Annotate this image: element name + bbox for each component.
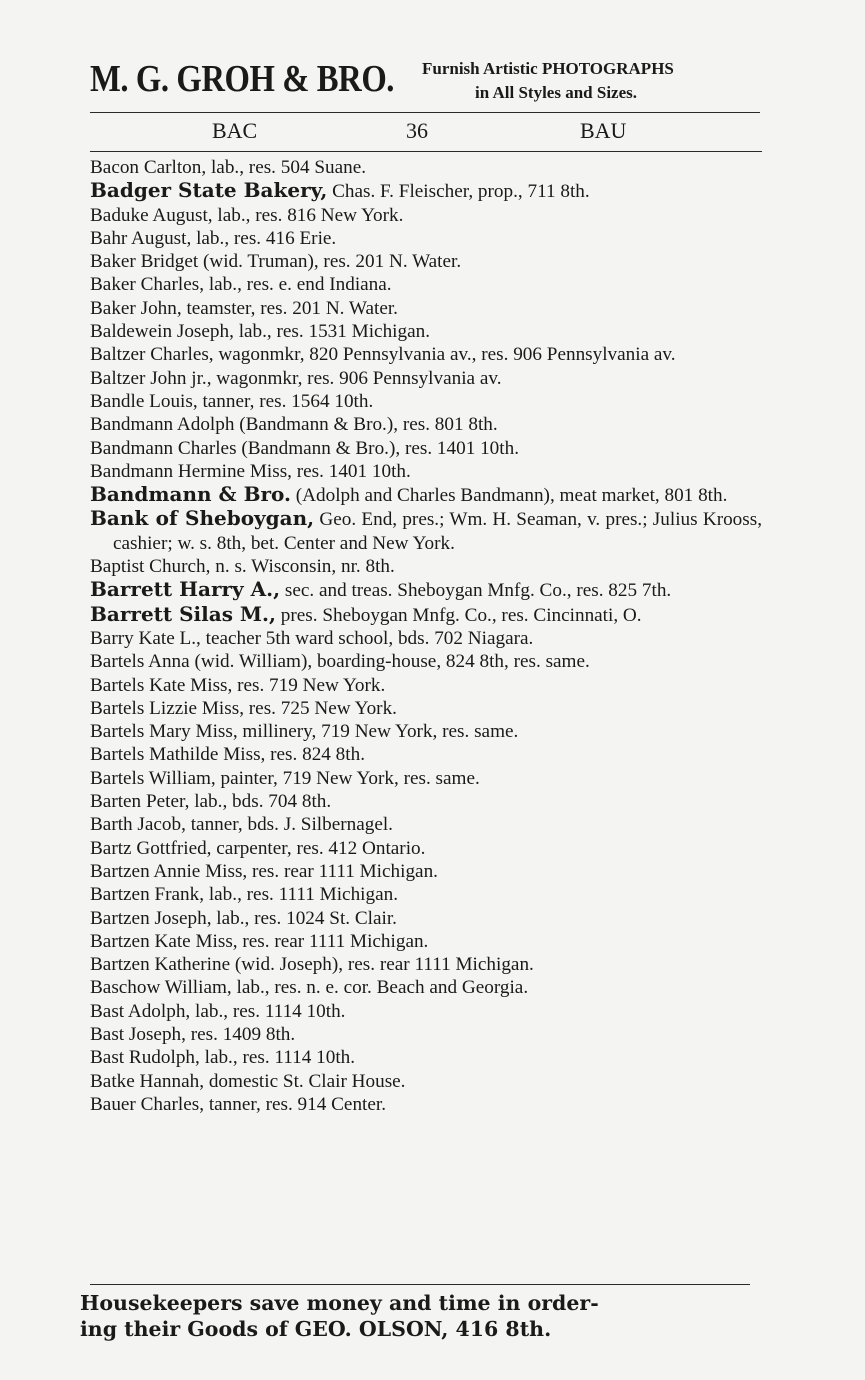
- entry-name: Bandle Louis,: [90, 390, 198, 412]
- directory-entry: [90, 390, 762, 413]
- entry-name: Bahr August,: [90, 227, 192, 249]
- directory-entry: [90, 907, 762, 930]
- entry-details: painter, 719 New York, res. same.: [215, 767, 480, 789]
- entry-details: tanner, res. 914 Center.: [204, 1093, 387, 1115]
- entry-details: lab., res. 1531 Michigan.: [233, 321, 430, 343]
- directory-entry: [90, 860, 762, 883]
- directory-entry: [90, 837, 762, 860]
- header-rule: [90, 112, 760, 113]
- directory-entry: [90, 343, 762, 366]
- entry-details: (Bandmann & Bro.), res. 801 8th.: [234, 414, 498, 436]
- entry-name: Baltzer Charles,: [90, 344, 214, 366]
- directory-entry: [90, 650, 762, 673]
- directory-entry: [90, 953, 762, 976]
- footer-rule: [90, 1284, 750, 1285]
- entry-name: Baker John,: [90, 297, 182, 319]
- entry-name: Baduke August,: [90, 204, 213, 226]
- entry-details: pres. Sheboygan Mnfg. Co., res. Cincinnati, O.: [276, 604, 642, 626]
- entry-details: Chas. F. Fleischer, prop., 711 8th.: [327, 181, 590, 203]
- ad-tagline-line1: Furnish Artistic PHOTOGRAPHS: [422, 59, 674, 78]
- entry-name: Baker Bridget: [90, 251, 199, 273]
- entry-name: Bartels William,: [90, 767, 216, 789]
- entry-details: Geo. End, pres.; Wm. H. Seaman, v. pres.; Julius Krooss, cashier; w. s. 8th, bet. Center and New York.: [113, 509, 762, 554]
- directory-entry: [90, 930, 762, 953]
- entry-details: Miss, res. 725 New York.: [197, 697, 397, 719]
- directory-entry: [90, 627, 762, 650]
- directory-entry: [90, 413, 762, 436]
- entry-name: Bandmann & Bro.: [90, 482, 291, 507]
- entry-name: Barry Kate L.,: [90, 627, 201, 649]
- entry-details: domestic St. Clair House.: [204, 1070, 406, 1092]
- directory-entry: [90, 179, 762, 203]
- directory-entry: [90, 227, 762, 250]
- entry-name: Barten Peter,: [90, 791, 190, 813]
- entry-name: Barrett Harry A.,: [90, 577, 281, 602]
- entry-details: Miss, millinery, 719 New York, res. same.: [190, 721, 519, 743]
- directory-entry: [90, 674, 762, 697]
- entry-name: Bartels Kate: [90, 674, 186, 696]
- entry-details: lab., res. 416 Erie.: [191, 227, 337, 249]
- directory-entry: [90, 367, 762, 390]
- directory-entry: [90, 767, 762, 790]
- entry-details: lab., res. 1114 10th.: [199, 1047, 356, 1069]
- entry-details: Miss, res. rear 1111 Michigan.: [200, 860, 438, 882]
- entry-name: Bartz Gottfried,: [90, 837, 212, 859]
- directory-entry: [90, 1000, 762, 1023]
- entry-name: Batke Hannah,: [90, 1070, 205, 1092]
- directory-entry: [90, 555, 762, 578]
- entry-details: lab., res. n. e. cor. Beach and Georgia.: [231, 977, 529, 999]
- entry-name: Baldewein Joseph,: [90, 321, 234, 343]
- entry-details: Miss, res. 1401 10th.: [245, 460, 411, 482]
- entry-name: Bandmann Adolph: [90, 414, 235, 436]
- entry-name: Barth Jacob,: [90, 814, 186, 836]
- directory-listing: [90, 156, 762, 1116]
- directory-entry: [90, 250, 762, 273]
- directory-entry: [90, 156, 762, 179]
- entry-name: Baptist Church,: [90, 556, 211, 578]
- entry-details: lab., res. 1024 St. Clair.: [211, 907, 397, 929]
- entry-name: Bank of Sheboygan,: [90, 506, 315, 531]
- entry-details: wagonmkr, 820 Pennsylvania av., res. 906 Pennsylvania av.: [213, 344, 676, 366]
- directory-entry: [90, 297, 762, 320]
- running-head-rule: [90, 151, 762, 152]
- entry-details: Miss, res. 719 New York.: [185, 674, 386, 696]
- directory-entry: [90, 1023, 762, 1046]
- entry-name: Bast Adolph,: [90, 1000, 191, 1022]
- entry-name: Bartels Anna: [90, 651, 190, 673]
- entry-details: carpenter, res. 412 Ontario.: [211, 837, 426, 859]
- page-number: 36: [406, 118, 428, 143]
- entry-name: Bauer Charles,: [90, 1093, 205, 1115]
- entry-name: Bast Joseph,: [90, 1023, 186, 1045]
- entry-name: Baltzer John jr.,: [90, 367, 212, 389]
- entry-details: lab., res. 1114 10th.: [190, 1000, 346, 1022]
- ad-tagline-line2: in All Styles and Sizes.: [475, 83, 638, 102]
- running-head-right: BAU: [580, 118, 627, 143]
- directory-entry: [90, 603, 762, 627]
- directory-entry: [90, 743, 762, 766]
- entry-name: Bartels Mathilde: [90, 744, 219, 766]
- directory-entry: [90, 578, 762, 602]
- directory-entry: [90, 437, 762, 460]
- directory-entry: [90, 204, 762, 227]
- directory-entry: [90, 976, 762, 999]
- footer-ad-line1: Housekeepers save money and time in order-: [80, 1291, 599, 1315]
- directory-entry: [90, 883, 762, 906]
- entry-name: Baker Charles,: [90, 274, 205, 296]
- entry-details: (wid. William), boarding-house, 824 8th, res. same.: [189, 651, 590, 673]
- entry-name: Bartzen Joseph,: [90, 907, 212, 929]
- entry-details: tanner, bds. J. Silbernagel.: [185, 814, 393, 836]
- entry-details: lab., res. e. end Indiana.: [204, 274, 392, 296]
- entry-details: Miss, res. rear 1111 Michigan.: [190, 930, 429, 952]
- entry-details: Miss, res. 824 8th.: [218, 744, 365, 766]
- entry-name: Bartzen Katherine: [90, 954, 231, 976]
- entry-name: Bacon Carlton,: [90, 157, 207, 178]
- entry-details: teamster, res. 201 N. Water.: [181, 297, 398, 319]
- directory-entry: [90, 460, 762, 483]
- directory-entry: [90, 720, 762, 743]
- entry-name: Bartzen Annie: [90, 860, 201, 882]
- entry-name: Barrett Silas M.,: [90, 601, 276, 626]
- entry-details: (wid. Truman), res. 201 N. Water.: [198, 251, 462, 273]
- entry-name: Bandmann Charles: [90, 437, 237, 459]
- header-advertisement: [90, 56, 770, 106]
- entry-details: teacher 5th ward school, bds. 702 Niagara.: [200, 627, 534, 649]
- entry-name: Bartzen Frank,: [90, 884, 205, 906]
- entry-name: Badger State Bakery,: [90, 178, 328, 203]
- directory-entry: [90, 320, 762, 343]
- footer-advertisement: [80, 1290, 770, 1342]
- entry-details: wagonmkr, res. 906 Pennsylvania av.: [211, 367, 502, 389]
- directory-entry: [90, 697, 762, 720]
- entry-name: Bartzen Kate: [90, 930, 191, 952]
- firm-name: M. G. GROH & BRO.: [90, 58, 395, 100]
- entry-details: tanner, res. 1564 10th.: [197, 390, 374, 412]
- entry-details: lab., bds. 704 8th.: [189, 791, 332, 813]
- entry-details: (Bandmann & Bro.), res. 1401 10th.: [236, 437, 519, 459]
- entry-name: Bandmann Hermine: [90, 460, 246, 482]
- entry-details: n. s. Wisconsin, nr. 8th.: [210, 556, 395, 578]
- entry-details: lab., res. 504 Suane.: [206, 157, 367, 178]
- directory-entry: [90, 483, 762, 507]
- directory-entry: [90, 790, 762, 813]
- entry-name: Bast Rudolph,: [90, 1047, 200, 1069]
- entry-details: sec. and treas. Sheboygan Mnfg. Co., res. 825 7th.: [280, 580, 672, 602]
- footer-ad-line2: ing their Goods of GEO. OLSON, 416 8th.: [80, 1317, 552, 1341]
- directory-entry: [90, 1093, 762, 1116]
- entry-details: lab., res. 816 New York.: [212, 204, 404, 226]
- directory-entry: [90, 273, 762, 296]
- entry-name: Bartels Lizzie: [90, 697, 198, 719]
- directory-entry: [90, 507, 762, 555]
- directory-entry: [90, 1070, 762, 1093]
- entry-details: res. 1409 8th.: [185, 1023, 296, 1045]
- entry-details: (Adolph and Charles Bandmann), meat market, 801 8th.: [290, 485, 728, 507]
- directory-entry: [90, 1046, 762, 1069]
- entry-name: Baschow William,: [90, 977, 232, 999]
- entry-details: (wid. Joseph), res. rear 1111 Michigan.: [230, 954, 534, 976]
- entry-details: lab., res. 1111 Michigan.: [204, 884, 398, 906]
- directory-entry: [90, 813, 762, 836]
- running-head-left: BAC: [212, 118, 258, 143]
- entry-name: Bartels Mary: [90, 721, 191, 743]
